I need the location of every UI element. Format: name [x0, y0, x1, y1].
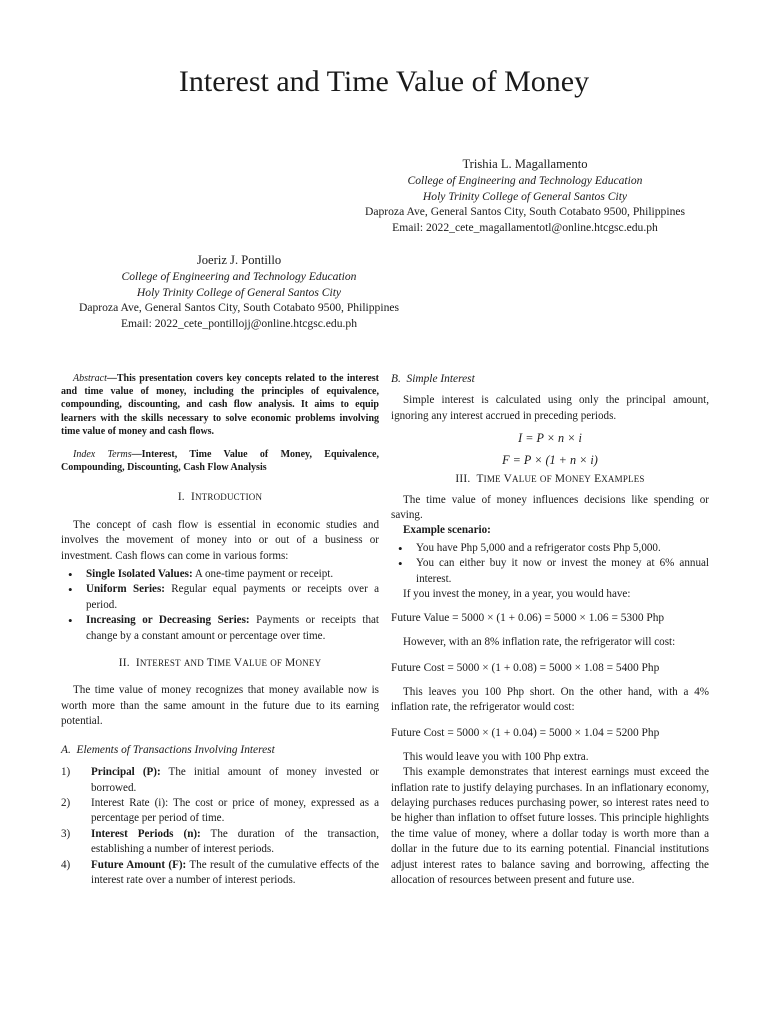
list-item: • Increasing or Decreasing Series: Payments or receipts that change by a constant amount or percentage over time. — [86, 613, 379, 644]
author-department: College of Engineering and Technology Education — [121, 270, 357, 283]
right-column — [391, 372, 709, 888]
equation-future-value: Future Value = 5000 × (1 + 0.06) = 5000 × 1.06 = 5300 Php — [391, 612, 665, 625]
list-item: • Uniform Series: Regular equal payments or receipts over a period. — [86, 582, 379, 613]
abstract-text: —This presentation covers key concepts related to the interest and time value of money, including the principles of equivalence, compounding, discounting, and cash flow analysis. It aims to equip learners with the skills necessary to solve economic problems involving time value of money and cash flows. — [61, 373, 379, 437]
author-block-1 — [330, 156, 720, 235]
examples-intro: The time value of money influences decisions like spending or saving. — [391, 493, 709, 522]
author-school: Holy Trinity College of General Santos City — [136, 285, 342, 299]
list-item: • You can either buy it now or invest the money at 6% annual interest. — [416, 556, 709, 587]
left-column — [61, 372, 379, 888]
list-item: • You have Php 5,000 and a refrigerator costs Php 5,000. — [416, 541, 709, 556]
list-item: 1) Principal (P): The initial amount of money invested or borrowed. — [61, 766, 380, 794]
author-name: Joeriz J. Pontillo — [196, 253, 282, 267]
author-department: College of Engineering and Technology Education — [407, 174, 643, 187]
list-item: 3) Interest Periods (n): The duration of the transaction, establishing a number of interest periods. — [61, 827, 380, 856]
paper-title: Interest and Time Value of Money — [178, 65, 590, 98]
author-block-2 — [44, 252, 434, 331]
inflation-4-paragraph: This leaves you 100 Php short. On the other hand, with a 4% inflation rate, the refrigerator would cost: — [391, 685, 709, 714]
author-address: Daproza Ave, General Santos City, South Cotabato 9500, Philippines — [78, 301, 400, 314]
inflation-8-paragraph: However, with an 8% inflation rate, the refrigerator will cost: — [403, 636, 676, 649]
abstract-label: Abstract — [73, 373, 107, 384]
conclusion-paragraph: This example demonstrates that interest earnings must exceed the inflation rate to justify delaying purchases. In an inflationary economy, delaying purchases reduces purchasing power, so interest rates need to be higher than inflation to offset future losses. This principle highlights the time value of money, where a dollar today is worth more than a dollar in the future due to its earning potential. Financial institutions adjust interest rates to balance saving and borrowing, affecting the allocation of resources between present and future use. — [391, 766, 709, 886]
index-terms — [61, 448, 379, 474]
invest-paragraph: If you invest the money, in a year, you would have: — [403, 588, 631, 601]
simple-interest-paragraph: Simple interest is calculated using only the principal amount, ignoring any interest accrued in preceding periods. — [391, 394, 709, 422]
equation-future-cost-8: Future Cost = 5000 × (1 + 0.08) = 5000 × 1.08 = 5400 Php — [391, 661, 660, 674]
equation-future-amount: F = P × (1 + n × i) — [502, 453, 598, 468]
equation-simple-interest: I = P × n × i — [518, 431, 582, 446]
abstract — [61, 372, 379, 438]
example-label: Example scenario: — [403, 524, 491, 537]
author-email: Email: 2022_cete_magallamentotl@online.htcgsc.edu.ph — [392, 220, 658, 234]
intro-paragraph: The concept of cash flow is essential in economic studies and involves the movement of money into or out of a business or investment. Cash flows can come in various forms: — [61, 518, 379, 562]
subsection-heading-simple-interest: B. Simple Interest — [391, 373, 475, 385]
author-name: Trishia L. Magallamento — [462, 157, 588, 171]
elements-list — [61, 765, 379, 888]
section-heading-interest: II. INTEREST AND TIME VALUE OF MONEY — [118, 657, 322, 670]
cash-flow-list — [61, 567, 379, 644]
author-email: Email: 2022_cete_pontillojj@online.htcgsc.edu.ph — [120, 316, 358, 330]
list-item: • Single Isolated Values: A one-time payment or receipt. — [86, 567, 379, 582]
list-item: 2) Interest Rate (i): The cost or price of money, expressed as a percentage per period of time. — [61, 796, 379, 825]
subsection-heading-elements: A. Elements of Transactions Involving Interest — [61, 743, 275, 756]
example-list — [391, 541, 709, 587]
section-heading-examples: III. TIME VALUE OF MONEY EXAMPLES — [455, 473, 645, 486]
author-address: Daproza Ave, General Santos City, South Cotabato 9500, Philippines — [364, 205, 686, 218]
index-terms-label: Index Terms — [73, 449, 132, 461]
tvm-paragraph: The time value of money recognizes that money available now is worth more than the same amount in the future due to its earning potential. — [61, 684, 379, 728]
list-item: 4) Future Amount (F): The result of the cumulative effects of the interest rate over a number of interest periods. — [61, 858, 379, 886]
equation-future-cost-4: Future Cost = 5000 × (1 + 0.04) = 5000 × 1.04 = 5200 Php — [391, 726, 660, 739]
author-school: Holy Trinity College of General Santos City — [422, 189, 628, 203]
index-terms-text: —Interest, Time Value of Money, Equivalence, Compounding, Discounting, Cash Flow Analysis — [61, 449, 379, 474]
section-heading-introduction: I. INTRODUCTION — [177, 491, 263, 504]
extra-paragraph: This would leave you with 100 Php extra. — [403, 750, 589, 763]
